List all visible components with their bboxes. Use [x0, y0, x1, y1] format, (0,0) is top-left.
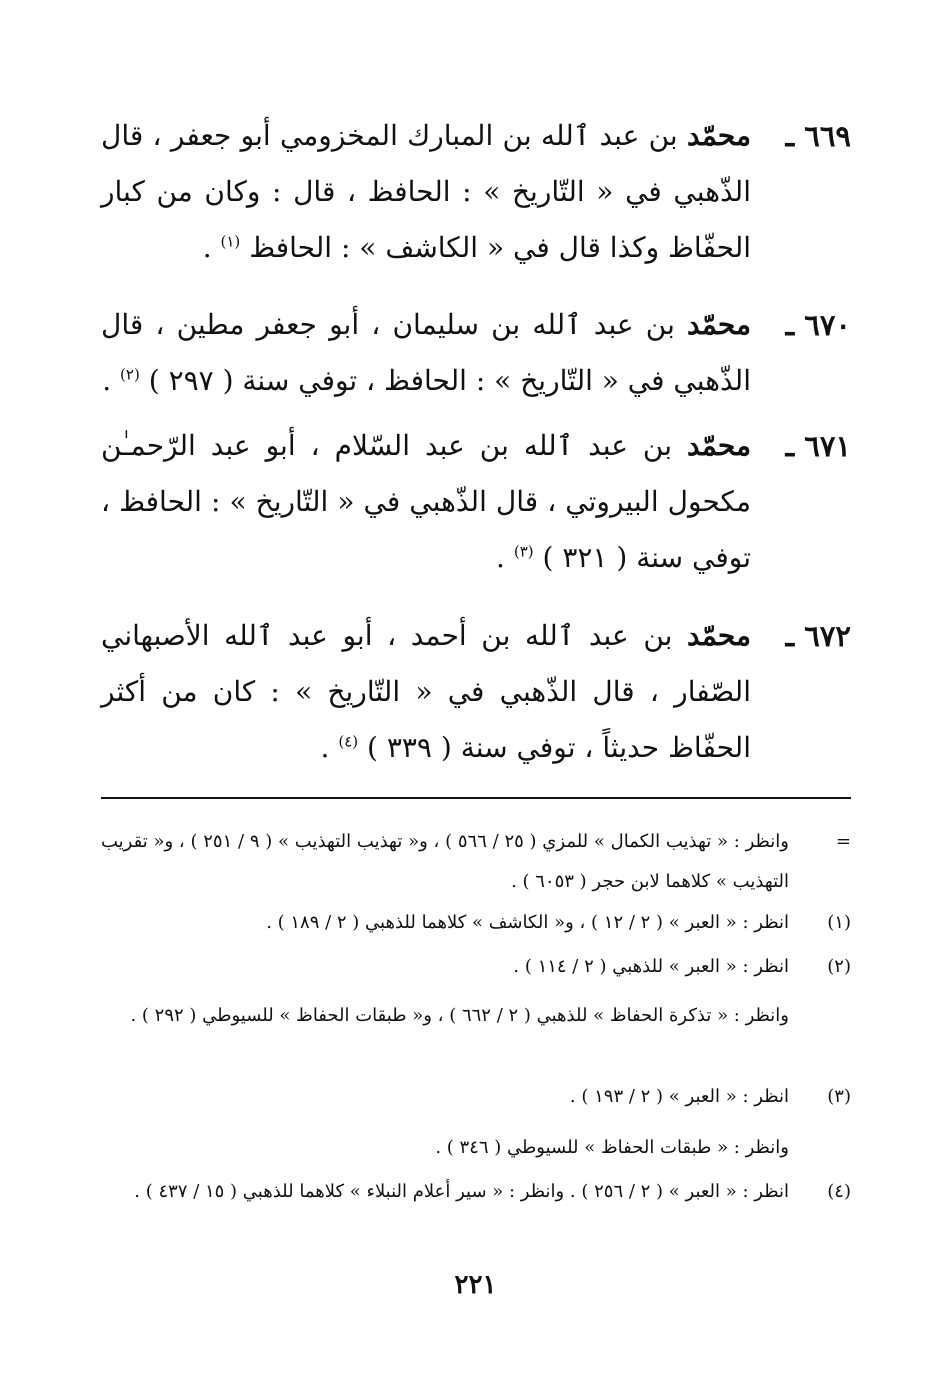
entry-text: محمّد بن عبد ٱلله بن عبد السّلام ، أبو عبد الرّحمـٰن مكحول البيروتي ، قال الذّهبي في « التّاريخ » : الحافظ ، توفي سنة ( ٣٢١ ) $^{(٣)}$ . [101, 429, 751, 574]
entry-number: ٦٧٢ ـ [785, 619, 851, 653]
entry-text: محمّد بن عبد ٱلله بن سليمان ، أبو جعفر مطين ، قال الذّهبي في « التّاريخ » : الحافظ ، توفي سنة ( ٢٩٧ ) $^{(٢)}$ . [101, 308, 751, 397]
entry-body: بن عبد ٱلله بن عبد السّلام ، أبو عبد الرّحمـٰن مكحول البيروتي ، قال الذّهبي في « التّاريخ » : الحافظ ، توفي سنة ( ٣٢١ ) [101, 429, 751, 574]
footnote-text: وانظر : « طبقات الحفاظ » للسيوطي ( ٣٤٦ ) . [435, 1137, 789, 1158]
entry-name: محمّد [687, 308, 751, 341]
entry-name: محمّد [687, 429, 751, 462]
footnote-marker: (٤) [827, 1181, 851, 1202]
entry-671 [101, 418, 851, 586]
entry-text: محمّد بن عبد ٱلله بن أحمد ، أبو عبد ٱلله الأصبهاني الصّفار ، قال الذّهبي في « التّاريخ » : كان من أكثر الحفّاظ حديثاً ، توفي سنة ( ٣٣٩ ) $^{(٤)}$ . [101, 619, 751, 764]
entry-number: ٦٧١ ـ [785, 429, 851, 463]
footnote-marker: (٣) [827, 1086, 851, 1107]
entry-body: بن عبد ٱلله بن أحمد ، أبو عبد ٱلله الأصبهاني الصّفار ، قال الذّهبي في « التّاريخ » : كان من أكثر الحفّاظ حديثاً ، توفي سنة ( ٣٣٩ ) [101, 619, 751, 764]
entry-669 [101, 108, 851, 276]
footnote-continuation [101, 822, 851, 902]
entry-body: بن عبد ٱلله بن سليمان ، أبو جعفر مطين ، قال الذّهبي في « التّاريخ » : الحافظ ، توفي سنة ( ٢٩٧ ) [101, 308, 751, 397]
footnote-text: وانظر : « تذكرة الحفاظ » للذهبي ( ٢ / ٦٦٢ ) ، و« طبقات الحفاظ » للسيوطي ( ٢٩٢ ) . [130, 1005, 789, 1026]
footnote-marker: (١) [827, 912, 851, 933]
entry-670 [101, 297, 851, 409]
footnote-ref[interactable]: (٣) [513, 542, 534, 561]
entry-body: بن عبد ٱلله بن المبارك المخزومي أبو جعفر ، قال الذّهبي في « التّاريخ » : الحافظ ، قال : وكان من كبار الحفّاظ وكذا قال في « الكاشف » : الحافظ [101, 119, 751, 264]
page-number: ٢٢١ [454, 1270, 497, 1300]
footnote-ref[interactable]: (٢) [120, 365, 140, 384]
footnote-text: انظر : « العبر » ( ٢ / ٢٥٦ ) . وانظر : « سير أعلام النبلاء » كلاهما للذهبي ( ١٥ / ٤٣٧ ) . [134, 1181, 789, 1202]
footnote-text: وانظر : « تهذيب الكمال » للمزي ( ٢٥ / ٥٦٦ ) ، و« تهذيب التهذيب » ( ٩ / ٢٥١ ) ، و« تقريب التهذيب » كلاهما لابن حجر ( ٦٠٥٣ ) . [101, 831, 789, 892]
footnote-3-additional [101, 1128, 851, 1168]
footnote-text: انظر : « العبر » للذهبي ( ٢ / ١١٤ ) . [513, 956, 789, 977]
footnote-ref[interactable]: (١) [220, 232, 241, 251]
footnote-2 [101, 947, 851, 987]
entry-name: محمّد [687, 119, 751, 152]
footnote-3 [101, 1077, 851, 1117]
footnote-separator [101, 797, 851, 799]
footnote-1 [101, 903, 851, 943]
footnote-ref[interactable]: (٤) [338, 732, 359, 751]
entry-text: محمّد بن عبد ٱلله بن المبارك المخزومي أبو جعفر ، قال الذّهبي في « التّاريخ » : الحافظ ، قال : وكان من كبار الحفّاظ وكذا قال في « الكاشف » : الحافظ $^{(١)}$ . [101, 119, 751, 264]
entry-672 [101, 608, 851, 776]
entry-number: ٦٧٠ ـ [785, 308, 851, 342]
footnote-marker: (٢) [827, 956, 851, 977]
footnote-text: انظر : « العبر » ( ٢ / ١٩٣ ) . [569, 1086, 789, 1107]
footnote-2-additional [101, 996, 851, 1036]
footnote-text: انظر : « العبر » ( ٢ / ١٢ ) ، و« الكاشف » كلاهما للذهبي ( ٢ / ١٨٩ ) . [266, 912, 789, 933]
continuation-marker: = [835, 831, 851, 852]
entry-name: محمّد [687, 619, 751, 652]
entry-number: ٦٦٩ ـ [785, 119, 851, 153]
footnote-4 [101, 1172, 851, 1212]
